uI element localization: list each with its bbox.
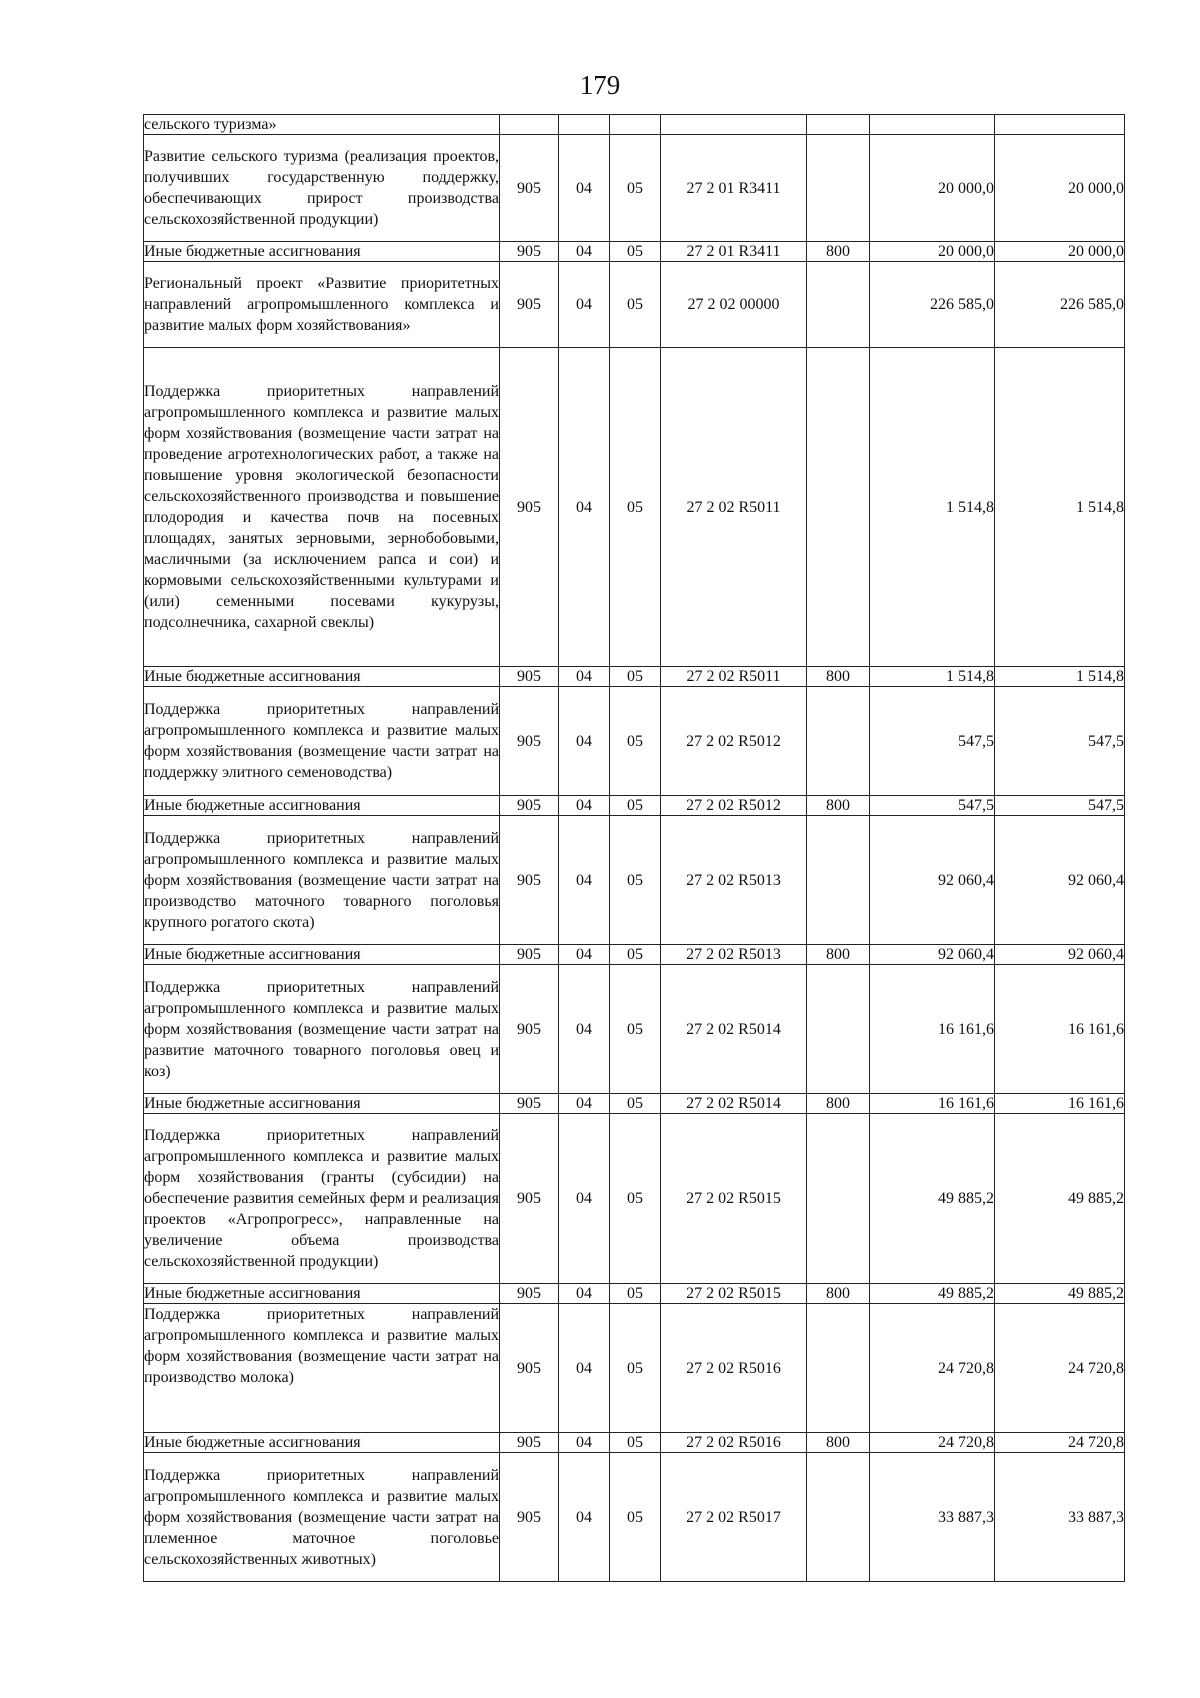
row-vr xyxy=(807,115,870,135)
row-csr: 27 2 02 R5014 xyxy=(661,1094,807,1114)
row-vr: 800 xyxy=(807,242,870,262)
row-pr: 05 xyxy=(610,348,661,667)
row-sum1: 24 720,8 xyxy=(870,1304,995,1433)
row-pr: 05 xyxy=(610,687,661,796)
table-row xyxy=(144,1304,1125,1433)
table-row xyxy=(144,1453,1125,1582)
row-rz: 04 xyxy=(559,1114,610,1284)
row-sum1: 16 161,6 xyxy=(870,965,995,1094)
row-vr: 800 xyxy=(807,1094,870,1114)
row-pr: 05 xyxy=(610,1094,661,1114)
row-pr: 05 xyxy=(610,667,661,687)
row-rz: 04 xyxy=(559,348,610,667)
row-gr: 905 xyxy=(500,242,559,262)
row-sum2: 16 161,6 xyxy=(995,1094,1125,1114)
row-rz: 04 xyxy=(559,1433,610,1453)
row-sum2: 92 060,4 xyxy=(995,945,1125,965)
row-sum1: 16 161,6 xyxy=(870,1094,995,1114)
row-gr: 905 xyxy=(500,1284,559,1304)
row-sum2: 16 161,6 xyxy=(995,965,1125,1094)
row-gr: 905 xyxy=(500,1433,559,1453)
row-rz: 04 xyxy=(559,1284,610,1304)
row-name: Развитие сельского туризма (реализация проектов, получивших государственную поддержку, обеспечивающих прирост производства сельскохозяйственной продукции) xyxy=(144,135,500,242)
row-gr: 905 xyxy=(500,135,559,242)
table-row xyxy=(144,945,1125,965)
row-gr: 905 xyxy=(500,945,559,965)
row-sum1: 547,5 xyxy=(870,796,995,816)
row-name: Региональный проект «Развитие приоритетных направлений агропромышленного комплекса и развитие малых форм хозяйствования» xyxy=(144,262,500,348)
row-name: Поддержка приоритетных направлений агропромышленного комплекса и развитие малых форм хозяйствования (возмещение части затрат на производство молока) xyxy=(144,1304,500,1433)
row-csr: 27 2 02 R5015 xyxy=(661,1284,807,1304)
row-csr xyxy=(661,115,807,135)
row-pr: 05 xyxy=(610,1284,661,1304)
row-pr: 05 xyxy=(610,965,661,1094)
row-sum1: 49 885,2 xyxy=(870,1114,995,1284)
row-sum1: 92 060,4 xyxy=(870,816,995,945)
row-rz: 04 xyxy=(559,667,610,687)
row-vr xyxy=(807,262,870,348)
row-pr: 05 xyxy=(610,1304,661,1433)
row-gr: 905 xyxy=(500,965,559,1094)
row-gr xyxy=(500,115,559,135)
row-rz: 04 xyxy=(559,816,610,945)
row-name: Поддержка приоритетных направлений агропромышленного комплекса и развитие малых форм хозяйствования (возмещение части затрат на производство маточного товарного поголовья крупного рогатого скота) xyxy=(144,816,500,945)
row-sum2: 20 000,0 xyxy=(995,242,1125,262)
table-row xyxy=(144,262,1125,348)
row-rz: 04 xyxy=(559,945,610,965)
row-vr xyxy=(807,1304,870,1433)
row-csr: 27 2 02 R5012 xyxy=(661,687,807,796)
row-gr: 905 xyxy=(500,687,559,796)
row-csr: 27 2 02 R5013 xyxy=(661,816,807,945)
row-sum1: 226 585,0 xyxy=(870,262,995,348)
row-csr: 27 2 02 R5015 xyxy=(661,1114,807,1284)
row-csr: 27 2 01 R3411 xyxy=(661,242,807,262)
table-row xyxy=(144,816,1125,945)
row-sum2: 547,5 xyxy=(995,796,1125,816)
row-rz: 04 xyxy=(559,1304,610,1433)
row-vr: 800 xyxy=(807,945,870,965)
row-vr xyxy=(807,1114,870,1284)
row-csr: 27 2 01 R3411 xyxy=(661,135,807,242)
row-name: Поддержка приоритетных направлений агропромышленного комплекса и развитие малых форм хозяйствования (возмещение части затрат на проведение агротехнологических работ, а также на повышение уровня экологической безопасности сельскохозяйственного производства и повышение плодородия и качества почв на посевных площадях, занятых зерновыми, зернобобовыми, масличными (за исключением рапса и сои) и кормовыми сельскохозяйственными культурами и (или) семенными посевами кукурузы, подсолнечника, сахарной свеклы) xyxy=(144,348,500,667)
row-name: Иные бюджетные ассигнования xyxy=(144,242,500,262)
row-vr xyxy=(807,135,870,242)
row-pr: 05 xyxy=(610,1453,661,1582)
row-pr: 05 xyxy=(610,796,661,816)
row-rz xyxy=(559,115,610,135)
row-sum2: 1 514,8 xyxy=(995,348,1125,667)
row-vr xyxy=(807,1453,870,1582)
table-row xyxy=(144,1094,1125,1114)
row-name: сельского туризма» xyxy=(144,115,500,135)
row-sum1: 20 000,0 xyxy=(870,242,995,262)
table-row xyxy=(144,1284,1125,1304)
table-row xyxy=(144,667,1125,687)
row-csr: 27 2 02 R5013 xyxy=(661,945,807,965)
row-pr: 05 xyxy=(610,945,661,965)
row-gr: 905 xyxy=(500,816,559,945)
row-csr: 27 2 02 R5017 xyxy=(661,1453,807,1582)
row-sum1 xyxy=(870,115,995,135)
row-name: Поддержка приоритетных направлений агропромышленного комплекса и развитие малых форм хозяйствования (гранты (субсидии) на обеспечение развития семейных ферм и реализация проектов «Агропрогресс», направленные на увеличение объема производства сельскохозяйственной продукции) xyxy=(144,1114,500,1284)
row-name: Иные бюджетные ассигнования xyxy=(144,1094,500,1114)
table-row xyxy=(144,796,1125,816)
row-gr: 905 xyxy=(500,262,559,348)
row-name: Иные бюджетные ассигнования xyxy=(144,667,500,687)
row-rz: 04 xyxy=(559,796,610,816)
row-gr: 905 xyxy=(500,667,559,687)
row-sum2 xyxy=(995,115,1125,135)
row-csr: 27 2 02 R5012 xyxy=(661,796,807,816)
row-gr: 905 xyxy=(500,1453,559,1582)
row-pr: 05 xyxy=(610,242,661,262)
row-name: Иные бюджетные ассигнования xyxy=(144,796,500,816)
row-vr xyxy=(807,687,870,796)
table-row xyxy=(144,115,1125,135)
row-sum2: 24 720,8 xyxy=(995,1433,1125,1453)
row-vr: 800 xyxy=(807,1433,870,1453)
row-rz: 04 xyxy=(559,965,610,1094)
table-body xyxy=(144,115,1125,1582)
row-rz: 04 xyxy=(559,242,610,262)
row-sum1: 1 514,8 xyxy=(870,348,995,667)
row-vr xyxy=(807,965,870,1094)
row-name: Поддержка приоритетных направлений агропромышленного комплекса и развитие малых форм хозяйствования (возмещение части затрат на развитие маточного товарного поголовья овец и коз) xyxy=(144,965,500,1094)
row-rz: 04 xyxy=(559,687,610,796)
row-sum1: 49 885,2 xyxy=(870,1284,995,1304)
row-rz: 04 xyxy=(559,135,610,242)
row-sum1: 24 720,8 xyxy=(870,1433,995,1453)
row-gr: 905 xyxy=(500,796,559,816)
row-name: Поддержка приоритетных направлений агропромышленного комплекса и развитие малых форм хозяйствования (возмещение части затрат на племенное маточное поголовье сельскохозяйственных животных) xyxy=(144,1453,500,1582)
row-vr: 800 xyxy=(807,796,870,816)
row-csr: 27 2 02 00000 xyxy=(661,262,807,348)
row-csr: 27 2 02 R5016 xyxy=(661,1304,807,1433)
row-csr: 27 2 02 R5016 xyxy=(661,1433,807,1453)
row-sum2: 49 885,2 xyxy=(995,1284,1125,1304)
row-gr: 905 xyxy=(500,348,559,667)
table-row xyxy=(144,135,1125,242)
row-gr: 905 xyxy=(500,1304,559,1433)
row-pr xyxy=(610,115,661,135)
row-csr: 27 2 02 R5014 xyxy=(661,965,807,1094)
row-vr xyxy=(807,348,870,667)
table-row xyxy=(144,242,1125,262)
table-row xyxy=(144,348,1125,667)
row-sum1: 92 060,4 xyxy=(870,945,995,965)
row-csr: 27 2 02 R5011 xyxy=(661,348,807,667)
page-number: 179 xyxy=(579,70,621,100)
row-sum2: 33 887,3 xyxy=(995,1453,1125,1582)
row-pr: 05 xyxy=(610,1114,661,1284)
row-vr: 800 xyxy=(807,1284,870,1304)
row-pr: 05 xyxy=(610,1433,661,1453)
row-gr: 905 xyxy=(500,1094,559,1114)
row-sum2: 49 885,2 xyxy=(995,1114,1125,1284)
table-row xyxy=(144,1433,1125,1453)
row-csr: 27 2 02 R5011 xyxy=(661,667,807,687)
row-pr: 05 xyxy=(610,816,661,945)
row-pr: 05 xyxy=(610,135,661,242)
row-sum1: 33 887,3 xyxy=(870,1453,995,1582)
row-vr xyxy=(807,816,870,945)
row-sum2: 24 720,8 xyxy=(995,1304,1125,1433)
row-sum2: 547,5 xyxy=(995,687,1125,796)
row-name: Иные бюджетные ассигнования xyxy=(144,1284,500,1304)
row-name: Иные бюджетные ассигнования xyxy=(144,1433,500,1453)
table-row xyxy=(144,687,1125,796)
table-row xyxy=(144,1114,1125,1284)
budget-table xyxy=(143,114,1125,1582)
row-sum2: 1 514,8 xyxy=(995,667,1125,687)
row-name: Поддержка приоритетных направлений агропромышленного комплекса и развитие малых форм хозяйствования (возмещение части затрат на поддержку элитного семеноводства) xyxy=(144,687,500,796)
row-rz: 04 xyxy=(559,262,610,348)
table-row xyxy=(144,965,1125,1094)
row-sum1: 20 000,0 xyxy=(870,135,995,242)
row-sum2: 20 000,0 xyxy=(995,135,1125,242)
row-sum1: 547,5 xyxy=(870,687,995,796)
row-gr: 905 xyxy=(500,1114,559,1284)
row-name: Иные бюджетные ассигнования xyxy=(144,945,500,965)
row-sum2: 92 060,4 xyxy=(995,816,1125,945)
row-sum1: 1 514,8 xyxy=(870,667,995,687)
row-pr: 05 xyxy=(610,262,661,348)
row-vr: 800 xyxy=(807,667,870,687)
row-rz: 04 xyxy=(559,1094,610,1114)
row-sum2: 226 585,0 xyxy=(995,262,1125,348)
row-rz: 04 xyxy=(559,1453,610,1582)
